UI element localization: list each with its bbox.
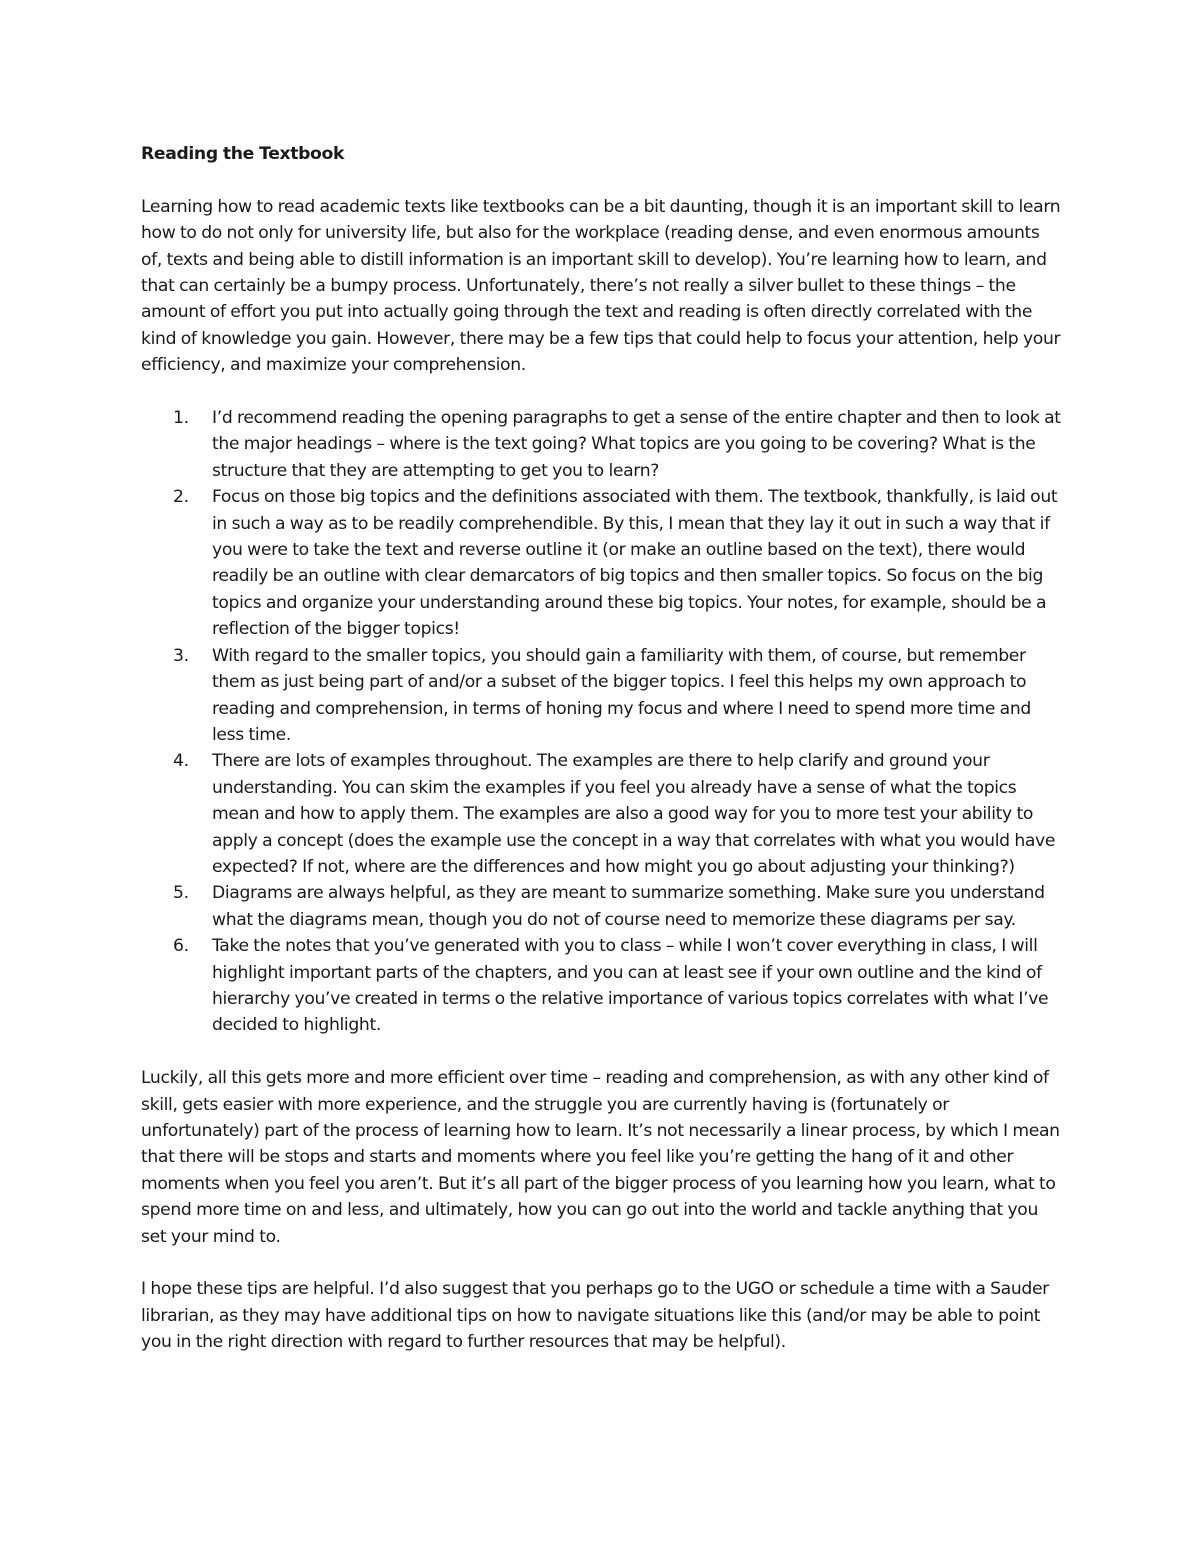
list-item-text: I’d recommend reading the opening paragraphs to get a sense of the entire chapter and then to look at the major headings – where is the text going? What topics are you going to be covering? What is the structure that they are attempting to get you to learn? [212,408,1061,481]
list-item-text: Take the notes that you’ve generated with you to class – while I won’t cover everything in class, I will highlight important parts of the chapters, and you can at least see if your own outline and the kind of hierarchy you’ve created in terms o the relative importance of various topics correlates with what I’ve decided to highlight. [212,936,1049,1036]
list-item [141,880,1061,933]
list-item [141,405,1061,484]
list-item [141,748,1061,880]
list-item-text: Diagrams are always helpful, as they are meant to summarize something. Make sure you understand what the diagrams mean, though you do not of course need to memorize these diagrams per say. [212,883,1045,930]
list-item-number: 6. [173,936,189,957]
tips-list [141,405,1061,1039]
list-item-text: With regard to the smaller topics, you should gain a familiarity with them, of course, but remember them as just being part of and/or a subset of the bigger topics. I feel this helps my own approach to reading and comprehension, in terms of honing my focus and where I need to spend more time and less time. [212,645,1031,745]
closing-paragraph: Luckily, all this gets more and more efficient over time – reading and comprehension, as with any other kind of skill, gets easier with more experience, and the struggle you are currently having is (fortunately or unfortunately) part of the process of learning how to learn. It’s not necessarily a linear process, by which I mean that there will be stops and starts and moments where you feel like you’re getting the hang of it and other moments when you feel you aren’t. But it’s all part of the bigger process of you learning how you learn, what to spend more time on and less, and ultimately, how you can go out into the world and tackle anything that you set your mind to. [141,1068,1060,1247]
list-item [141,643,1061,749]
intro-paragraph: Learning how to read academic texts like textbooks can be a bit daunting, though it is an important skill to learn how to do not only for university life, but also for the workplace (reading dense, and even enormous amounts of, texts and being able to distill information is an important skill to develop). You’re learning how to learn, and that can certainly be a bumpy process. Unfortunately, there’s not really a silver bullet to these things – the amount of effort you put into actually going through the text and reading is often directly correlated with the kind of knowledge you gain. However, there may be a few tips that could help to focus your attention, help your efficiency, and maximize your comprehension. [141,196,1061,376]
list-item-number: 3. [173,645,189,666]
document-body [141,141,1061,1382]
list-item-number: 1. [173,408,189,429]
list-item-text: There are lots of examples throughout. The examples are there to help clarify and ground your understanding. You can skim the examples if you feel you already have a sense of what the topics mean and how to apply them. The examples are also a good way for you to more test your ability to apply a concept (does the example use the concept in a way that correlates with what you would have expected? If not, where are the differences and how might you go about adjusting your thinking?) [212,751,1056,877]
list-item-number: 5. [173,883,189,904]
document-title: Reading the Textbook [141,144,345,164]
list-item [141,933,1061,1039]
final-paragraph: I hope these tips are helpful. I’d also suggest that you perhaps go to the UGO or schedule a time with a Sauder librarian, as they may have additional tips on how to navigate situations like this (and/or may be able to point you in the right direction with regard to further resources that may be helpful). [141,1279,1049,1353]
list-item-text: Focus on those big topics and the definitions associated with them. The textbook, thankfully, is laid out in such a way as to be readily comprehendible. By this, I mean that they lay it out in such a way that if you were to take the text and reverse outline it (or make an outline based on the text), there would readily be an outline with clear demarcators of big topics and then smaller topics. So focus on the big topics and organize your understanding around these big topics. Your notes, for example, should be a reflection of the bigger topics! [212,487,1058,640]
list-item-number: 2. [173,487,189,508]
list-item-number: 4. [173,751,189,772]
list-item [141,484,1061,642]
